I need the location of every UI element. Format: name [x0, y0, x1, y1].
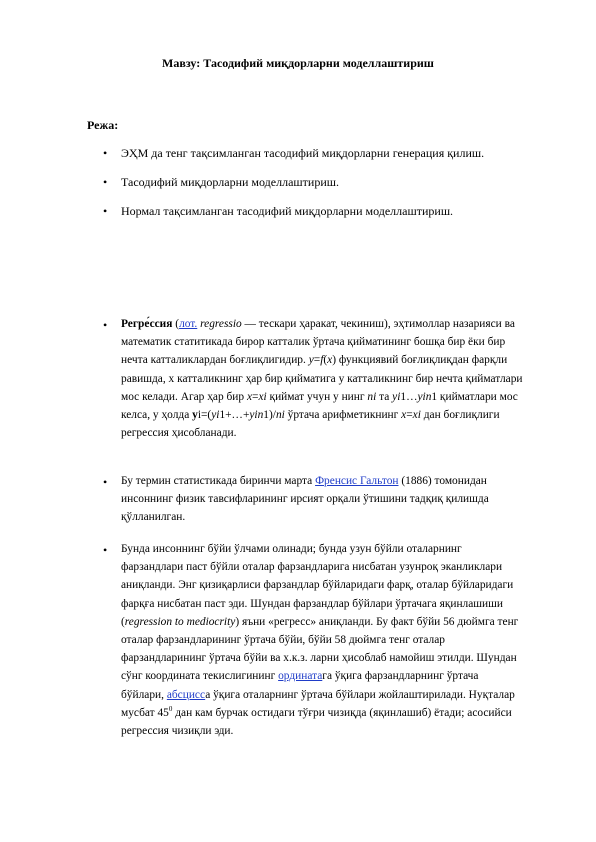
plan-item-1: ЭҲМ да тенг тақсимланган тасодифий миқдорларни генерация қилиш. — [121, 146, 485, 160]
text-run: Бунда инсоннинг бўйи ўлчами олинади; бунда узун бўйли оталарнинг фарзандлари паст бўйли оталар фарзандларига нисбатан узунроқ эканликлари аниқланди. Энг қизиқарлиси фарзандлар бўйларидаги фарқ, оталар бўйларидаги фарқға нисбатан паст эди. Шундан фарзандлар бўйлари ўртачага яқинлашиши ( — [121, 543, 514, 628]
text-run: 1 қийматлари мос келса, у ҳолда — [121, 390, 518, 422]
formula-var: f — [320, 354, 324, 367]
bullet-marker: • — [103, 318, 108, 332]
text-run: ( — [172, 318, 180, 330]
formula-var: yi — [392, 390, 401, 403]
term-regression: Регре́ссия — [121, 318, 173, 330]
text-run: та — [376, 390, 393, 403]
text-run: 1… — [400, 390, 418, 403]
formula-var: yi — [211, 409, 220, 422]
text-run: дан боғлиқлиги регрессия ҳисобланади. — [121, 409, 500, 440]
formula-var: ni — [367, 390, 377, 403]
text-run: ўртача арифметикнинг — [284, 409, 402, 422]
italic-phrase: regression to mediocrity — [124, 615, 236, 628]
plan-item-2: Тасодифий миқдорларни моделлаштириш. — [121, 175, 339, 189]
text-run: = — [313, 354, 321, 367]
text-run: (1886) томонидан инсоннинг физик тавсифларининг ирсият орқали ўтишини тадқиқ қилишда қўлланилган. — [121, 475, 489, 524]
plan-item-3: Нормал тақсимланган тасодифий миқдорларни моделлаштириш. — [121, 204, 454, 218]
text-run: — тескари ҳаракат, чекиниш), эҳтимоллар назарияси ва математик статитикада бирор катталик ўртача қийматининг бошқа бир ёки бир нечта катталиклардан боғлиқлигидир. — [121, 318, 515, 367]
latin-language-link[interactable]: лот. — [179, 318, 198, 330]
formula-var: x — [327, 354, 333, 367]
galton-link[interactable]: Френсис Гальтон — [315, 475, 399, 487]
page-title: Мавзу: Тасодифий миқдорларни моделлаштириш — [162, 56, 434, 70]
text-run: ( — [323, 354, 328, 367]
formula-var: x — [401, 409, 407, 422]
text-run: = — [406, 409, 413, 422]
degree-superscript: 0 — [168, 705, 173, 714]
text-run: 1)/ — [263, 409, 276, 422]
formula-var: ni — [275, 409, 285, 422]
bullet-marker: • — [103, 475, 108, 489]
formula-var: y — [308, 354, 314, 367]
formula-var: y — [192, 409, 198, 422]
text-run: қиймат учун у нинг — [266, 390, 368, 403]
latin-word: regressio — [200, 318, 242, 330]
paragraph-regression-definition — [121, 315, 523, 442]
paragraph-galton — [121, 472, 523, 527]
formula-var: xi — [412, 409, 421, 422]
bullet-marker: • — [103, 146, 108, 160]
formula-var: yin — [417, 390, 432, 403]
ordinate-link[interactable]: ордината — [278, 670, 323, 683]
formula-var: x — [246, 390, 253, 403]
paragraph-height-study — [121, 540, 523, 740]
plan-label: Режа: — [87, 118, 119, 132]
text-run: i=( — [197, 409, 212, 422]
text-run: ) функциявий боғлиқлиқдан фарқли равишда, x катталикнинг ҳар бир қийматига у катталикнинг бир нечта қийматлари мос келади. Агар ҳар бир — [121, 354, 523, 403]
text-run: а ўқига оталарнинг ўртача бўйлари жойлаштирилади. Нуқталар мусбат 45 — [121, 688, 515, 719]
abscissa-link[interactable]: абсцисс — [166, 688, 206, 701]
text-run: 1+…+ — [219, 409, 250, 422]
text-run: Бу термин статистикада биринчи марта — [121, 475, 316, 487]
formula-var: xi — [258, 390, 267, 403]
text-run: дан кам бурчак остидаги тўғри чизиқда (яқинлашиб) ётади; асосийси регрессия чизиқли эди. — [121, 706, 512, 738]
text-run: га ўқига фарзандларнинг ўртача бўйлари, — [121, 670, 479, 701]
formula-var: yin — [249, 409, 264, 422]
bullet-marker: • — [103, 204, 108, 218]
bullet-marker: • — [103, 543, 108, 557]
text-run: ) яъни «регресс» аниқланди. Бу факт бўйи 56 дюймга тенг оталар фарзандларининг ўртача бўйи, бўйи 58 дюймга тенг оталар фарзандларининг ўртача бўйи ва х.к.з. ларни ҳисоблаб намойиш этилди. Шундан сўнг координата текислигининг — [121, 615, 519, 683]
text-run: = — [252, 390, 259, 403]
bullet-marker: • — [103, 175, 108, 189]
